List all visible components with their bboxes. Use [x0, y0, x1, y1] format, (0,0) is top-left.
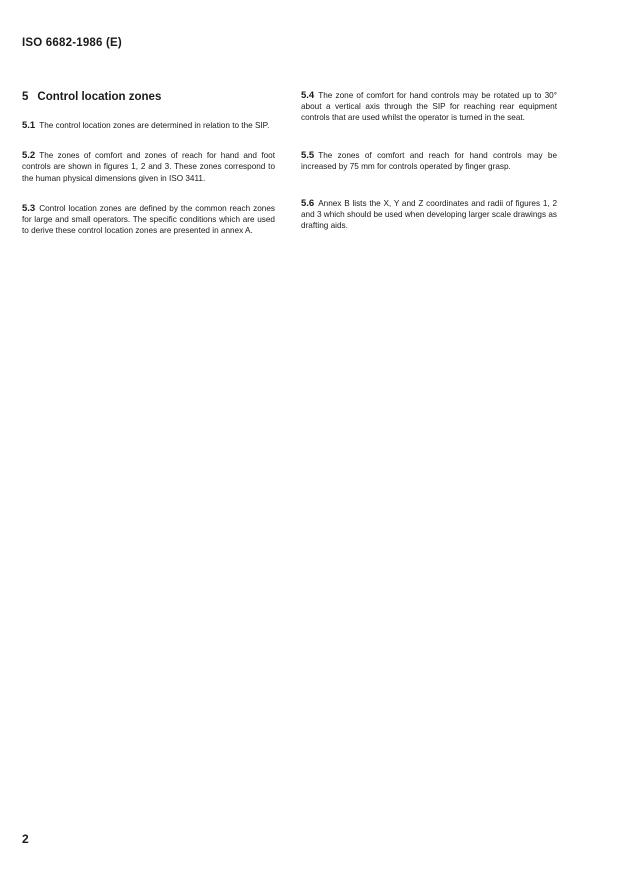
paragraph-number: 5.3 — [22, 202, 36, 214]
paragraph-text: The zones of comfort and reach for hand controls may be increased by 75 mm for controls operated by finger grasp. — [301, 150, 557, 171]
document-header: ISO 6682-1986 (E) — [22, 37, 122, 49]
paragraph-5-6 — [301, 198, 557, 232]
paragraph-5-2 — [22, 150, 275, 184]
section-number: 5 — [22, 91, 29, 103]
paragraph-5-1 — [22, 120, 275, 131]
paragraph-number: 5.5 — [301, 149, 315, 161]
paragraph-number: 5.1 — [22, 120, 36, 131]
section-heading: Control location zones — [37, 91, 162, 103]
left-column — [22, 90, 275, 236]
paragraph-text: Control location zones are defined by the common reach zones for large and small operators. The specific conditions which are used to derive these control location zones are presented in annex A. — [22, 203, 275, 236]
paragraph-5-4 — [301, 90, 557, 124]
section-title — [22, 90, 275, 105]
paragraph-number: 5.2 — [22, 150, 36, 162]
page-number: 2 — [22, 832, 29, 846]
paragraph-text: The zones of comfort and zones of reach for hand and foot controls are shown in figures 1, 2 and 3. These zones correspond to the human physical dimensions given in ISO 3411. — [22, 151, 275, 183]
paragraph-number: 5.6 — [301, 198, 315, 210]
paragraph-5-3 — [22, 203, 275, 237]
paragraph-5-5 — [301, 150, 557, 172]
paragraph-number: 5.4 — [301, 90, 315, 101]
paragraph-text: The zone of comfort for hand controls may be rotated up to 30° about a vertical axis through the SIP for reaching rear equipment controls that are used whilst the operator is turned in the seat. — [301, 91, 557, 123]
right-column — [301, 90, 557, 232]
paragraph-text: Annex B lists the X, Y and Z coordinates and radii of figures 1, 2 and 3 which should be used when developing larger scale drawings as drafting aids. — [301, 199, 557, 231]
paragraph-text: The control location zones are determined in relation to the SIP. — [39, 121, 270, 130]
